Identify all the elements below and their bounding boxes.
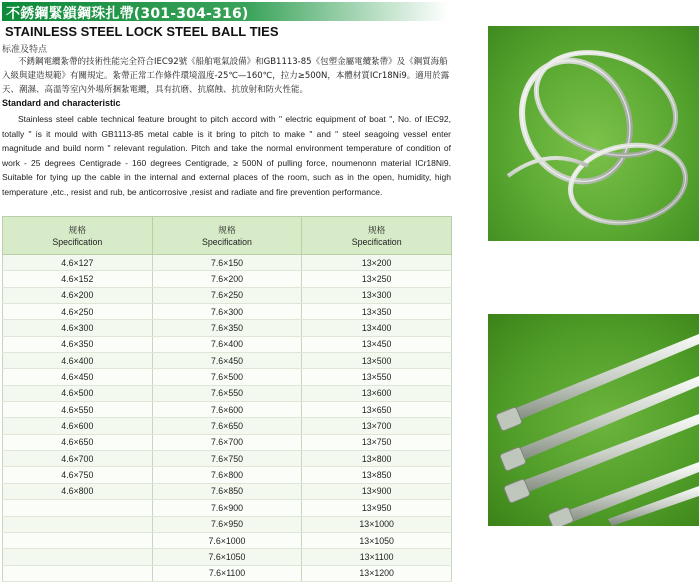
spec-cell	[3, 516, 153, 532]
spec-cell: 4.6×750	[3, 467, 153, 483]
table-header-row	[3, 217, 452, 255]
spec-cell: 7.6×1100	[152, 565, 302, 581]
spec-cell: 4.6×500	[3, 385, 153, 401]
table-row	[3, 467, 452, 483]
spec-cell: 7.6×850	[152, 483, 302, 499]
spec-cell: 7.6×700	[152, 434, 302, 450]
table-row	[3, 500, 452, 516]
table-row	[3, 304, 452, 320]
spec-cell: 13×750	[302, 434, 452, 450]
coiled-cable-ties-image	[488, 26, 699, 241]
spec-cell	[3, 532, 153, 548]
spec-cell	[3, 565, 153, 581]
table-row	[3, 451, 452, 467]
spec-cell: 7.6×400	[152, 336, 302, 352]
spec-cell: 4.6×127	[3, 255, 153, 271]
spec-cell: 4.6×600	[3, 418, 153, 434]
spec-cell: 13×600	[302, 385, 452, 401]
spec-cell: 13×950	[302, 500, 452, 516]
spec-cell	[3, 500, 153, 516]
spec-cell: 13×800	[302, 451, 452, 467]
spec-cell: 13×200	[302, 255, 452, 271]
spec-cell: 13×1050	[302, 532, 452, 548]
spec-cell: 4.6×350	[3, 336, 153, 352]
spec-cell: 7.6×950	[152, 516, 302, 532]
product-photo-coiled-ties	[488, 26, 699, 241]
spec-cell: 4.6×200	[3, 287, 153, 303]
spec-cell: 13×250	[302, 271, 452, 287]
spec-cell: 7.6×650	[152, 418, 302, 434]
specification-table	[2, 216, 452, 582]
intro-paragraph-cn: 不銹鋼電纜紮帶的技術性能完全符合IEC92號《船舶電氣設備》和GB1113-85《包塑金屬電纜紮帶》及《鋼質海船入級與建造規範》有關規定。紮帶正常工作條件環境溫度-25℃—160℃，拉力≥500N，本體材質ICr18Ni9。適用於露天、潮濕、高溫等室內外場所捆紮電纜，具有抗磨、抗腐蝕、抗放射和防火性能。	[2, 57, 450, 95]
spec-cell: 7.6×500	[152, 369, 302, 385]
table-row	[3, 532, 452, 548]
table-row	[3, 336, 452, 352]
spec-cell: 7.6×550	[152, 385, 302, 401]
table-body	[3, 255, 452, 582]
spec-cell: 7.6×350	[152, 320, 302, 336]
column-header: 规格 Specification	[152, 217, 302, 255]
spec-cell: 7.6×300	[152, 304, 302, 320]
spec-cell: 7.6×900	[152, 500, 302, 516]
spec-cell: 4.6×152	[3, 271, 153, 287]
spec-cell: 13×1000	[302, 516, 452, 532]
table-row	[3, 255, 452, 271]
column-header: 规格 Specification	[3, 217, 153, 255]
column-header: 规格 Specification	[302, 217, 452, 255]
spec-cell: 7.6×250	[152, 287, 302, 303]
table-row	[3, 483, 452, 499]
table-row	[3, 320, 452, 336]
spec-cell: 13×550	[302, 369, 452, 385]
spec-cell: 13×1100	[302, 549, 452, 565]
section-subtitle-cn: 标准及特点	[2, 45, 48, 55]
spec-cell: 4.6×800	[3, 483, 153, 499]
spec-cell: 4.6×450	[3, 369, 153, 385]
intro-paragraph-en: Stainless steel cable technical feature brought to pitch accord with " electric equipment of boat ", No. of IEC92, totally " is it mould with GB1113-85 metal cable is it bring to pitch to make " and " steel seagoing vessel enter magnitude and build norm " relevant regulation. Pitch and take the normal environment temperature of condition of work - 25 degrees Centigrade - 160 degrees Centigrade, ≥ 500N of pulling force, noumenonn material ICr18Ni9. Suitable for tying up the cable in the internal and external places of the room, such as in the open, humidity, high temperature ,etc., resist and rub, be anticorrosive ,resist and radiate and fire prevention performance.	[2, 114, 451, 197]
spec-cell: 13×300	[302, 287, 452, 303]
spec-cell: 4.6×550	[3, 402, 153, 418]
page-title-cn: 不銹鋼緊鎖鋼珠扎帶(301-304-316)	[6, 6, 249, 22]
table-row	[3, 402, 452, 418]
spec-cell: 4.6×650	[3, 434, 153, 450]
spec-cell	[3, 549, 153, 565]
table-row	[3, 369, 452, 385]
spec-cell: 4.6×700	[3, 451, 153, 467]
title-bar	[2, 2, 448, 21]
table-row	[3, 353, 452, 369]
table-row	[3, 287, 452, 303]
spec-cell: 7.6×750	[152, 451, 302, 467]
spec-cell: 13×450	[302, 336, 452, 352]
spec-cell: 7.6×450	[152, 353, 302, 369]
page-title-en: STAINLESS STEEL LOCK STEEL BALL TIES	[5, 24, 279, 39]
spec-cell: 13×500	[302, 353, 452, 369]
straight-cable-ties-image	[488, 314, 699, 526]
spec-cell: 13×1200	[302, 565, 452, 581]
spec-cell: 13×350	[302, 304, 452, 320]
table-row	[3, 565, 452, 581]
table-row	[3, 418, 452, 434]
spec-cell: 7.6×600	[152, 402, 302, 418]
table-row	[3, 434, 452, 450]
spec-cell: 13×400	[302, 320, 452, 336]
spec-cell: 13×850	[302, 467, 452, 483]
table-row	[3, 516, 452, 532]
spec-cell: 7.6×1000	[152, 532, 302, 548]
spec-cell: 13×900	[302, 483, 452, 499]
spec-cell: 7.6×800	[152, 467, 302, 483]
spec-cell: 7.6×150	[152, 255, 302, 271]
table-row	[3, 271, 452, 287]
table-row	[3, 549, 452, 565]
spec-cell: 13×700	[302, 418, 452, 434]
spec-cell: 13×650	[302, 402, 452, 418]
section-heading-en: Standard and characteristic	[2, 98, 121, 108]
spec-cell: 7.6×1050	[152, 549, 302, 565]
spec-cell: 4.6×400	[3, 353, 153, 369]
spec-cell: 4.6×300	[3, 320, 153, 336]
product-photo-straight-ties	[488, 314, 699, 526]
spec-cell: 7.6×200	[152, 271, 302, 287]
table-row	[3, 385, 452, 401]
spec-cell: 4.6×250	[3, 304, 153, 320]
